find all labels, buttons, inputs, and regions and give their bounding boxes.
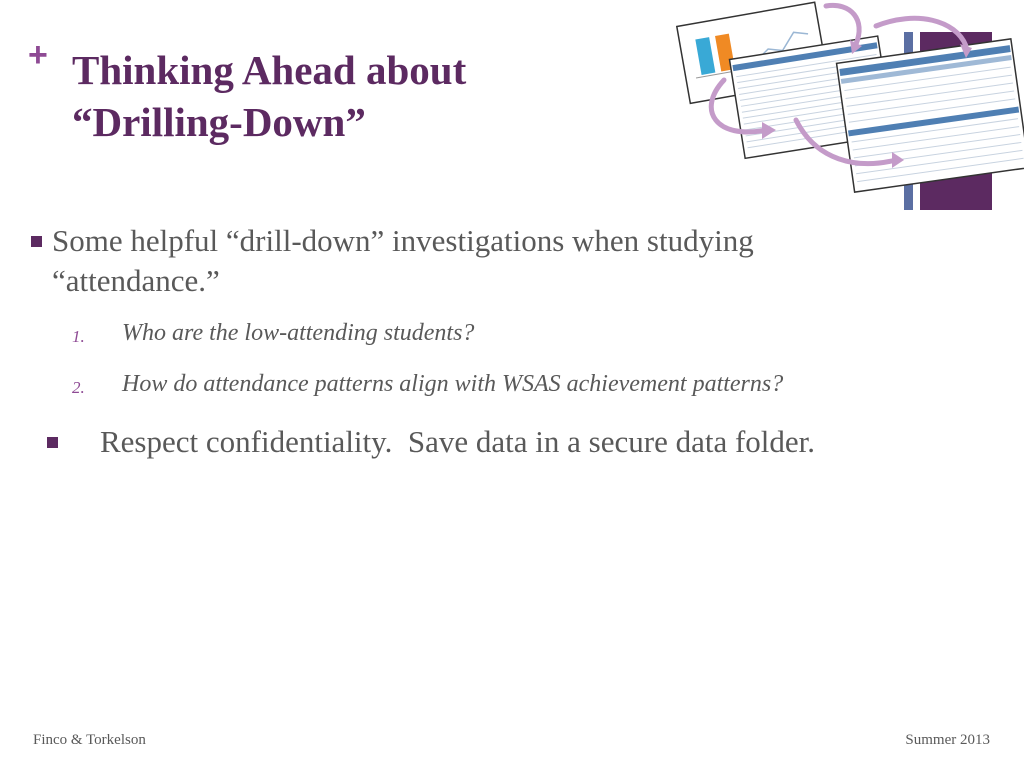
- arrow-curve-top: [826, 5, 859, 44]
- spreadsheet-collage-image: [676, 0, 1024, 214]
- bullet-square-1: [31, 236, 42, 247]
- title-plus-icon: +: [28, 36, 48, 74]
- bullet-2-text: Respect confidentiality. Save data in a secure data folder.: [100, 424, 816, 459]
- sub-item-2-number: 2.: [72, 378, 85, 397]
- bullet-square-2: [47, 437, 58, 448]
- sub-item-2-text: How do attendance patterns align with WSAS achievement patterns?: [122, 371, 784, 397]
- title-line-2: “Drilling-Down”: [72, 99, 366, 145]
- title-line-1: Thinking Ahead about: [72, 47, 467, 93]
- footer-left: Finco & Torkelson: [33, 732, 146, 748]
- footer-right: Summer 2013: [905, 732, 990, 748]
- bullet-1-line-2: “attendance.”: [52, 263, 220, 298]
- sub-item-1-text: Who are the low-attending students?: [122, 320, 475, 346]
- slide-title: [72, 44, 466, 148]
- sub-item-1-number: 1.: [72, 327, 85, 346]
- bullet-1-line-1: Some helpful “drill-down” investigations when studying: [52, 223, 754, 258]
- table-sheet-front: [837, 39, 1024, 192]
